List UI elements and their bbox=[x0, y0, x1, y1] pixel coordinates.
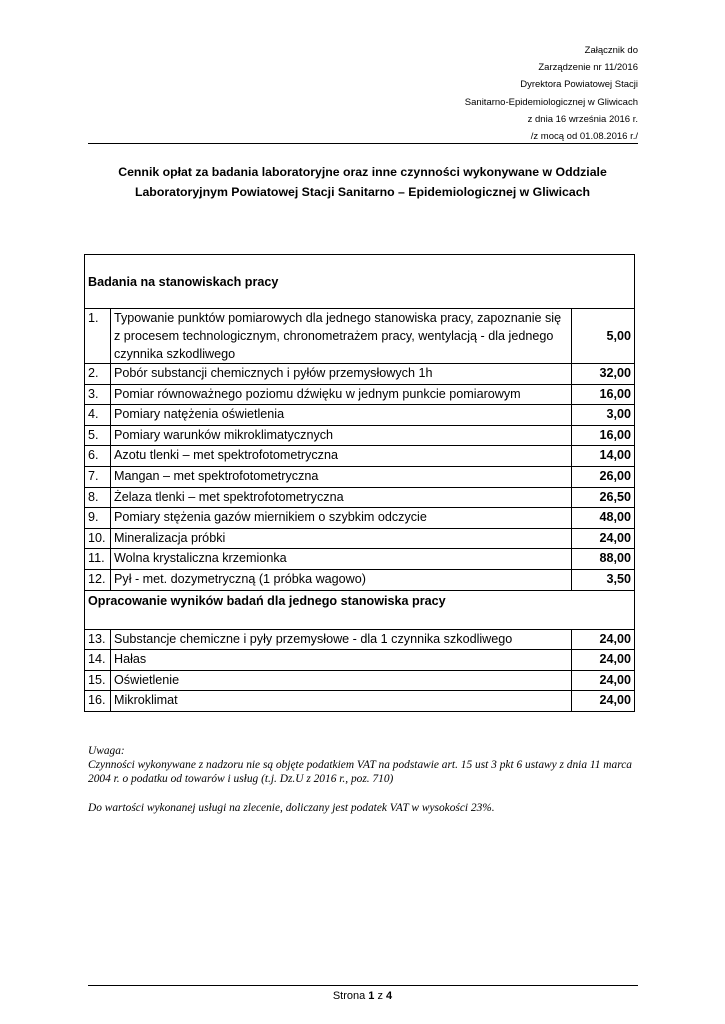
footer-middle: z bbox=[374, 990, 387, 1002]
row-price: 24,00 bbox=[572, 629, 635, 650]
row-number: 14. bbox=[85, 650, 111, 671]
row-description: Mineralizacja próbki bbox=[111, 528, 572, 549]
header-line: Sanitarno-Epidemiologicznej w Gliwicach bbox=[464, 96, 638, 108]
row-number: 8. bbox=[85, 487, 111, 508]
header-line: Zarządzenie nr 11/2016 bbox=[538, 62, 638, 74]
row-price: 14,00 bbox=[572, 446, 635, 467]
row-description: Żelaza tlenki – met spektrofotometryczna bbox=[111, 487, 572, 508]
row-description: Pobór substancji chemicznych i pyłów przemysłowych 1h bbox=[111, 364, 572, 385]
table-row bbox=[85, 384, 635, 405]
row-price: 24,00 bbox=[572, 528, 635, 549]
row-number: 13. bbox=[85, 629, 111, 650]
row-description: Pomiary warunków mikroklimatycznych bbox=[111, 425, 572, 446]
table-row bbox=[85, 569, 635, 590]
row-price: 5,00 bbox=[572, 309, 635, 364]
row-number: 6. bbox=[85, 446, 111, 467]
row-price: 3,00 bbox=[572, 405, 635, 426]
document-title bbox=[86, 162, 639, 202]
title-line-2: Laboratoryjnym Powiatowej Stacji Sanitarno – Epidemiologicznej w Gliwicach bbox=[134, 185, 591, 199]
header-divider bbox=[88, 143, 638, 144]
section-heading-workplace: Badania na stanowiskach pracy bbox=[85, 255, 635, 309]
row-price: 88,00 bbox=[572, 549, 635, 570]
header-line: z dnia 16 września 2016 r. bbox=[527, 113, 638, 125]
row-price: 26,00 bbox=[572, 466, 635, 487]
row-description: Substancje chemiczne i pyły przemysłowe - dla 1 czynnika szkodliwego bbox=[111, 629, 572, 650]
row-description: Mangan – met spektrofotometryczna bbox=[111, 466, 572, 487]
note-vat-rate: Do wartości wykonanej usługi na zlecenie, doliczany jest podatek VAT w wysokości 23%. bbox=[88, 801, 495, 814]
row-price: 16,00 bbox=[572, 384, 635, 405]
table-row bbox=[85, 466, 635, 487]
row-description: Pomiary stężenia gazów miernikiem o szybkim odczycie bbox=[111, 508, 572, 529]
table-row bbox=[85, 650, 635, 671]
row-description: Mikroklimat bbox=[111, 691, 572, 712]
row-price: 3,50 bbox=[572, 569, 635, 590]
row-price: 32,00 bbox=[572, 364, 635, 385]
row-price: 24,00 bbox=[572, 691, 635, 712]
row-description: Azotu tlenki – met spektrofotometryczna bbox=[111, 446, 572, 467]
row-number: 11. bbox=[85, 549, 111, 570]
row-number: 12. bbox=[85, 569, 111, 590]
row-description: Pył - met. dozymetryczną (1 próbka wagowo) bbox=[111, 569, 572, 590]
row-price: 16,00 bbox=[572, 425, 635, 446]
table-row bbox=[85, 487, 635, 508]
footer-prefix: Strona bbox=[332, 990, 369, 1002]
page-footer bbox=[0, 990, 725, 1002]
row-description: Pomiary natężenia oświetlenia bbox=[111, 405, 572, 426]
table-row bbox=[85, 629, 635, 650]
table-row bbox=[85, 309, 635, 364]
note-vat-exemption: Czynności wykonywane z nadzoru nie są objęte podatkiem VAT na podstawie art. 15 ust 3 pkt 6 ustawy z dnia 11 marca 2004 r. o podatku od towarów i usług (t.j. Dz.U z 2016 r., poz. 710) bbox=[88, 759, 632, 786]
row-price: 24,00 bbox=[572, 650, 635, 671]
footer-page-total: 4 bbox=[386, 990, 393, 1002]
row-price: 24,00 bbox=[572, 670, 635, 691]
row-number: 2. bbox=[85, 364, 111, 385]
footer-page-number: 1 bbox=[368, 990, 375, 1002]
row-number: 10. bbox=[85, 528, 111, 549]
table-row bbox=[85, 670, 635, 691]
table-row bbox=[85, 549, 635, 570]
table-row bbox=[85, 508, 635, 529]
row-description: Oświetlenie bbox=[111, 670, 572, 691]
row-price: 48,00 bbox=[572, 508, 635, 529]
row-number: 3. bbox=[85, 384, 111, 405]
row-number: 7. bbox=[85, 466, 111, 487]
row-number: 16. bbox=[85, 691, 111, 712]
row-price: 26,50 bbox=[572, 487, 635, 508]
row-description: Wolna krystaliczna krzemionka bbox=[111, 549, 572, 570]
row-number: 1. bbox=[85, 309, 111, 364]
row-description: Pomiar równoważnego poziomu dźwięku w jednym punkcie pomiarowym bbox=[111, 384, 572, 405]
table-row bbox=[85, 691, 635, 712]
row-number: 15. bbox=[85, 670, 111, 691]
note-block bbox=[88, 744, 648, 815]
document-header bbox=[465, 42, 638, 145]
row-number: 5. bbox=[85, 425, 111, 446]
row-number: 9. bbox=[85, 508, 111, 529]
title-line-1: Cennik opłat za badania laboratoryjne oraz inne czynności wykonywane w Oddziale bbox=[118, 165, 607, 179]
row-description: Typowanie punktów pomiarowych dla jednego stanowiska pracy, zapoznanie się z procesem technologicznym, chronometrażem pracy, wentylacją - dla jednego czynnika szkodliwego bbox=[111, 309, 572, 364]
table-row bbox=[85, 446, 635, 467]
table-row bbox=[85, 405, 635, 426]
table-row bbox=[85, 364, 635, 385]
header-line: /z mocą od 01.08.2016 r./ bbox=[530, 131, 638, 143]
row-number: 4. bbox=[85, 405, 111, 426]
header-line: Załącznik do bbox=[584, 45, 638, 56]
table-row bbox=[85, 425, 635, 446]
footer-divider bbox=[88, 985, 638, 986]
row-description: Hałas bbox=[111, 650, 572, 671]
note-heading: Uwaga: bbox=[88, 745, 125, 757]
header-line: Dyrektora Powiatowej Stacji bbox=[520, 79, 638, 91]
table-row bbox=[85, 528, 635, 549]
section-heading-results: Opracowanie wyników badań dla jednego stanowiska pracy bbox=[85, 590, 635, 629]
price-table bbox=[84, 254, 635, 712]
